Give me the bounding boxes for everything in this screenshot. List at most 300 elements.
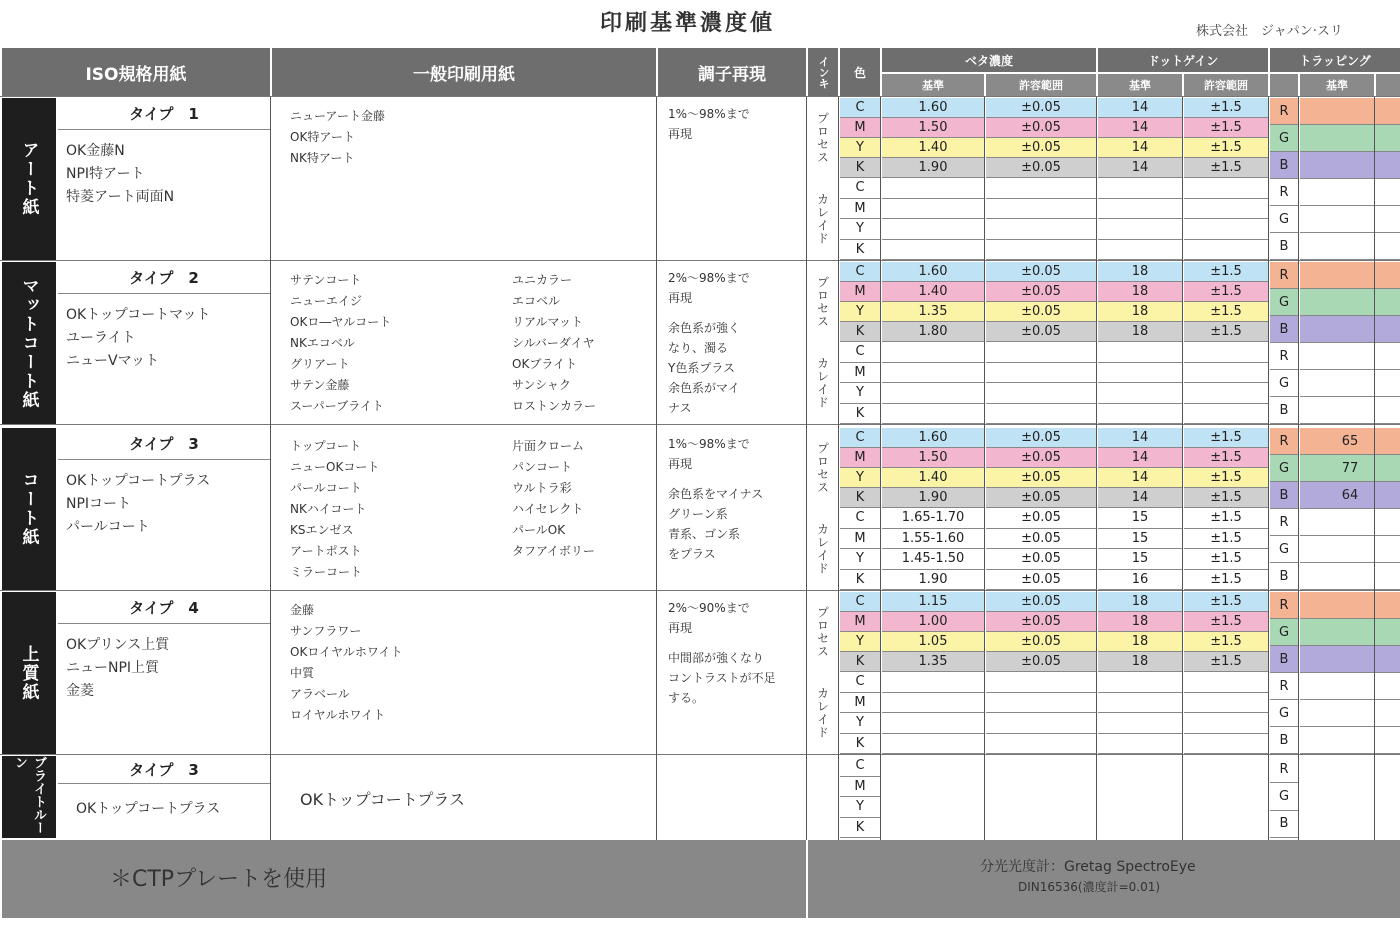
density-value-cell	[882, 404, 984, 425]
paper-type-label: タイプ 2	[58, 262, 270, 294]
group-divider	[0, 590, 1400, 591]
trap-value-cell	[1300, 700, 1400, 727]
color-code-cell: K	[840, 734, 880, 755]
ink-label-kaleido: カレイド	[815, 193, 830, 245]
general-paper-name: トップコート	[290, 439, 362, 453]
color-code-cell: K	[840, 570, 880, 591]
trap-color-cell: R	[1270, 343, 1298, 370]
density-value-cell: ±0.05	[986, 549, 1096, 570]
trap-color-cell: G	[1270, 783, 1298, 810]
general-paper-list	[290, 600, 500, 726]
general-paper-list	[290, 436, 500, 583]
general-paper-name: ニューエイジ	[290, 294, 363, 308]
density-value-cell	[986, 404, 1096, 425]
column-divider	[1182, 96, 1183, 840]
tone-note-line: 中間部が強くなり	[668, 651, 765, 665]
column-divider	[880, 96, 881, 840]
iso-paper-name: NPIコート	[66, 496, 132, 512]
trap-color-cell: G	[1270, 700, 1298, 727]
color-code-cell: Y	[840, 713, 880, 734]
header-general: 一般印刷用紙	[272, 48, 656, 96]
color-code-cell: Y	[840, 632, 880, 652]
density-value-cell	[882, 693, 984, 714]
tone-note-line: 2%～98%まで	[668, 271, 750, 285]
general-paper-list-2	[512, 270, 652, 417]
tone-note-line: Y色系プラス	[668, 361, 735, 375]
density-value-cell	[882, 219, 984, 240]
density-value-cell: ±0.05	[986, 118, 1096, 138]
ink-label-process: プロセス	[815, 442, 830, 494]
color-code-cell: Y	[840, 797, 880, 818]
iso-paper-list	[66, 304, 266, 373]
density-value-cell: 15	[1098, 529, 1182, 550]
density-value-cell: ±0.05	[986, 468, 1096, 488]
density-value-cell: ±1.5	[1184, 322, 1268, 342]
trap-value-cell: 65	[1300, 428, 1400, 455]
paper-category-label: 上質紙	[2, 592, 56, 754]
iso-paper-list	[66, 634, 266, 703]
density-value-cell: ±0.05	[986, 98, 1096, 118]
trap-value-cell	[1300, 125, 1400, 152]
density-value-cell: ±0.05	[986, 158, 1096, 178]
density-value-cell	[882, 363, 984, 384]
general-paper-name: 金藤	[290, 603, 315, 617]
trap-value-cell	[1300, 152, 1400, 179]
header-solid-tolerance: 許容範囲	[986, 74, 1096, 96]
color-code-cell: K	[840, 404, 880, 425]
column-divider	[1374, 96, 1375, 840]
general-paper-name: サテンコート	[290, 273, 362, 287]
trap-color-cell: B	[1270, 397, 1298, 424]
density-value-cell: ±0.05	[986, 612, 1096, 632]
density-value-cell	[1184, 199, 1268, 220]
density-value-cell: 1.80	[882, 322, 984, 342]
trap-value-cell	[1300, 233, 1400, 260]
density-value-cell: 1.90	[882, 158, 984, 178]
color-code-cell: C	[840, 178, 880, 199]
density-value-cell: ±1.5	[1184, 652, 1268, 672]
tone-reproduction-note	[668, 104, 802, 144]
color-code-cell: M	[840, 282, 880, 302]
trap-color-cell: R	[1270, 262, 1298, 289]
iso-paper-name: OKプリンス上質	[66, 637, 170, 653]
density-value-cell	[1098, 219, 1182, 240]
header-trap-tolerance	[1376, 74, 1400, 96]
density-value-cell	[882, 342, 984, 363]
iso-paper-name: ニューVマット	[66, 353, 160, 369]
density-value-cell: ±1.5	[1184, 98, 1268, 118]
density-value-cell: ±0.05	[986, 302, 1096, 322]
density-value-cell: 15	[1098, 549, 1182, 570]
density-value-cell: ±1.5	[1184, 468, 1268, 488]
general-paper-list-2	[512, 436, 652, 562]
column-divider	[1298, 96, 1299, 840]
color-code-cell: M	[840, 529, 880, 550]
header-divider	[0, 96, 1400, 97]
density-value-cell: 1.50	[882, 448, 984, 468]
trap-value-cell	[1300, 646, 1400, 673]
color-code-cell: K	[840, 652, 880, 672]
density-value-cell: 16	[1098, 570, 1182, 591]
density-value-cell: 14	[1098, 488, 1182, 508]
density-value-cell	[986, 199, 1096, 220]
general-paper-name: パールOK	[512, 523, 566, 537]
paper-type-label: タイプ 3	[58, 756, 270, 784]
header-tone: 調子再現	[658, 48, 806, 96]
general-paper-name: OKロ―ヤルコート	[290, 315, 392, 329]
trap-value-cell	[1300, 262, 1400, 289]
column-divider	[270, 96, 271, 840]
tone-note-line: 青系、ゴン系	[668, 527, 741, 541]
tone-note-line: 2%～90%まで	[668, 601, 750, 615]
density-value-cell	[986, 672, 1096, 693]
trap-value-cell	[1300, 563, 1400, 590]
iso-paper-name: OKトップコートマット	[66, 307, 211, 323]
density-value-cell: ±1.5	[1184, 612, 1268, 632]
density-value-cell: 1.90	[882, 488, 984, 508]
tone-reproduction-note	[668, 598, 802, 708]
density-value-cell	[1098, 404, 1182, 425]
tone-note-line: 再現	[668, 621, 693, 635]
density-value-cell	[1098, 178, 1182, 199]
density-value-cell	[986, 240, 1096, 261]
general-paper-name: 中質	[290, 666, 315, 680]
color-code-cell: C	[840, 98, 880, 118]
header-iso: ISO規格用紙	[2, 48, 270, 96]
general-paper-name: パンコート	[512, 460, 573, 474]
density-value-cell	[1184, 363, 1268, 384]
paper-type-label: タイプ 4	[58, 592, 270, 624]
color-code-cell: C	[840, 592, 880, 612]
header-dotgain-standard: 基準	[1098, 74, 1182, 96]
general-paper-name: アートポスト	[290, 544, 362, 558]
density-value-cell: 1.60	[882, 428, 984, 448]
tone-note-line: する。	[668, 691, 705, 705]
density-value-cell: 14	[1098, 448, 1182, 468]
density-value-cell: ±1.5	[1184, 529, 1268, 550]
density-value-cell: 14	[1098, 138, 1182, 158]
density-value-cell	[1184, 693, 1268, 714]
density-value-cell: 14	[1098, 468, 1182, 488]
footer-ctp-note: ＊CTPプレートを使用	[110, 867, 328, 892]
trap-color-cell: B	[1270, 563, 1298, 590]
density-value-cell: 18	[1098, 612, 1182, 632]
trap-color-cell: R	[1270, 98, 1298, 125]
density-value-cell: ±1.5	[1184, 118, 1268, 138]
tone-reproduction-note	[668, 268, 802, 418]
header-trapping: トラッピング	[1270, 48, 1400, 72]
trap-color-cell: B	[1270, 316, 1298, 343]
density-value-cell	[1184, 240, 1268, 261]
iso-paper-name: ユーライト	[66, 330, 136, 346]
general-paper-name: サンシャク	[512, 378, 571, 392]
header-dotgain-tolerance: 許容範囲	[1184, 74, 1268, 96]
general-paper-name: NKエコベル	[290, 336, 355, 350]
general-paper-name: OKブライト	[512, 357, 577, 371]
density-value-cell: 1.05	[882, 632, 984, 652]
density-value-cell	[986, 693, 1096, 714]
trap-color-cell: G	[1270, 619, 1298, 646]
color-code-cell: M	[840, 199, 880, 220]
color-code-cell: Y	[840, 549, 880, 570]
tone-note-line: 余色系が強く	[668, 321, 741, 335]
general-paper-name: ユニカラー	[512, 273, 573, 287]
tone-note-line: 余色系がマイ	[668, 381, 740, 395]
density-value-cell	[882, 178, 984, 199]
density-value-cell: 1.40	[882, 468, 984, 488]
general-paper-name: 片面クローム	[512, 439, 585, 453]
trap-value-cell	[1300, 206, 1400, 233]
density-value-cell	[882, 672, 984, 693]
trap-value-cell: 64	[1300, 482, 1400, 509]
color-code-cell: C	[840, 262, 880, 282]
trap-color-cell: R	[1270, 509, 1298, 536]
density-value-cell: ±1.5	[1184, 570, 1268, 591]
paper-category-label: アート紙	[2, 98, 56, 260]
trap-value-cell	[1300, 509, 1400, 536]
density-value-cell: 18	[1098, 632, 1182, 652]
density-value-cell	[882, 240, 984, 261]
trap-value-cell	[1300, 98, 1400, 125]
color-code-cell: Y	[840, 302, 880, 322]
general-paper-name: エコベル	[512, 294, 561, 308]
trap-color-cell: B	[1270, 482, 1298, 509]
trap-value-cell	[1300, 289, 1400, 316]
column-divider	[984, 96, 985, 840]
density-value-cell: ±0.05	[986, 428, 1096, 448]
density-value-cell: ±0.05	[986, 448, 1096, 468]
density-value-cell: ±0.05	[986, 488, 1096, 508]
general-paper-name: OKロイヤルホワイト	[290, 645, 403, 659]
color-code-cell: M	[840, 693, 880, 714]
density-value-cell	[882, 199, 984, 220]
column-divider	[838, 96, 839, 840]
density-value-cell	[1098, 734, 1182, 755]
trap-value-cell	[1300, 370, 1400, 397]
density-value-cell: 14	[1098, 158, 1182, 178]
density-value-cell: ±0.05	[986, 322, 1096, 342]
color-code-cell: M	[840, 363, 880, 384]
color-code-cell: C	[840, 508, 880, 529]
group-divider	[0, 754, 1400, 755]
trap-color-cell: B	[1270, 646, 1298, 673]
paper-type-label: タイプ 1	[58, 98, 270, 130]
general-paper-name: ハイセレクト	[512, 502, 584, 516]
tone-note-gap	[668, 308, 802, 318]
color-code-cell: K	[840, 322, 880, 342]
density-value-cell: ±1.5	[1184, 428, 1268, 448]
density-value-cell: ±1.5	[1184, 138, 1268, 158]
density-value-cell	[1184, 672, 1268, 693]
general-paper-name: KSエンゼス	[290, 523, 354, 537]
density-value-cell: ±1.5	[1184, 262, 1268, 282]
color-code-cell: C	[840, 756, 880, 777]
density-value-cell: 1.65-1.70	[882, 508, 984, 529]
density-value-cell: 18	[1098, 282, 1182, 302]
trap-value-cell	[1300, 673, 1400, 700]
general-paper-name: ミラーコート	[290, 565, 363, 579]
density-value-cell	[1098, 383, 1182, 404]
tone-note-line: 再現	[668, 457, 693, 471]
trap-value-cell	[1300, 619, 1400, 646]
tone-note-line: ナス	[668, 401, 692, 415]
density-value-cell: ±0.05	[986, 592, 1096, 612]
trap-color-cell: R	[1270, 673, 1298, 700]
iso-paper-list	[66, 470, 266, 539]
header-solid-standard: 基準	[882, 74, 984, 96]
color-code-cell: K	[840, 818, 880, 839]
density-value-cell	[882, 713, 984, 734]
density-value-cell	[986, 734, 1096, 755]
density-value-cell: ±1.5	[1184, 632, 1268, 652]
general-paper-name: タフアイボリー	[512, 544, 595, 558]
tone-note-line: コントラストが不足	[668, 671, 776, 685]
density-value-cell	[1098, 713, 1182, 734]
trap-color-cell: G	[1270, 289, 1298, 316]
tone-note-gap	[668, 474, 802, 484]
density-value-cell: 1.50	[882, 118, 984, 138]
general-paper-name: NK特アート	[290, 151, 355, 165]
density-value-cell: ±0.05	[986, 652, 1096, 672]
density-value-cell: ±0.05	[986, 632, 1096, 652]
tone-note-line: グリーン系	[668, 507, 728, 521]
density-value-cell: ±1.5	[1184, 592, 1268, 612]
general-paper-name: NKハイコート	[290, 502, 367, 516]
general-paper-list	[290, 106, 500, 169]
color-code-cell: K	[840, 488, 880, 508]
density-value-cell: 18	[1098, 592, 1182, 612]
density-value-cell: 1.00	[882, 612, 984, 632]
general-paper-name: グリアート	[290, 357, 350, 371]
trap-color-cell: R	[1270, 756, 1298, 783]
density-value-cell	[1184, 342, 1268, 363]
color-code-cell: Y	[840, 219, 880, 240]
trap-color-cell: R	[1270, 428, 1298, 455]
ink-label-process: プロセス	[815, 276, 830, 328]
header-dotgain: ドットゲイン	[1098, 48, 1268, 72]
density-value-cell	[986, 383, 1096, 404]
density-value-cell: 15	[1098, 508, 1182, 529]
trap-color-cell: G	[1270, 536, 1298, 563]
column-divider	[806, 96, 807, 840]
tone-note-line: 再現	[668, 291, 693, 305]
density-value-cell	[986, 363, 1096, 384]
density-value-cell: 18	[1098, 322, 1182, 342]
density-value-cell: 1.55-1.60	[882, 529, 984, 550]
page-title: 印刷基準濃度値	[600, 11, 776, 36]
density-value-cell	[1098, 342, 1182, 363]
density-value-cell: 1.35	[882, 302, 984, 322]
header-color: 色	[840, 48, 880, 96]
color-code-cell: M	[840, 612, 880, 632]
ink-label-kaleido: カレイド	[815, 687, 830, 739]
density-value-cell: ±1.5	[1184, 302, 1268, 322]
trap-value-cell	[1300, 179, 1400, 206]
general-paper-name: リアルマット	[512, 315, 584, 329]
trap-color-cell: G	[1270, 370, 1298, 397]
density-value-cell: 14	[1098, 118, 1182, 138]
density-value-cell: 1.40	[882, 138, 984, 158]
density-value-cell: ±1.5	[1184, 448, 1268, 468]
density-value-cell: ±0.05	[986, 529, 1096, 550]
color-code-cell: M	[840, 448, 880, 468]
trap-value-cell	[1300, 316, 1400, 343]
density-value-cell	[1098, 693, 1182, 714]
density-value-cell	[1184, 734, 1268, 755]
paper-type-label: タイプ 3	[58, 428, 270, 460]
density-value-cell	[1184, 713, 1268, 734]
footer-din: DIN16536(濃度計=0.01)	[1018, 880, 1161, 894]
header-trap-color	[1270, 74, 1298, 96]
density-value-cell	[882, 734, 984, 755]
footer-spectro: 分光光度計：Gretag SpectroEye	[980, 859, 1196, 875]
general-paper-name: ウルトラ彩	[512, 481, 572, 495]
iso-paper-name: OK金藤N	[66, 143, 125, 159]
iso-paper-name: OKトップコートプラス	[66, 473, 211, 489]
iso-paper-name: NPI特アート	[66, 166, 145, 182]
density-value-cell: 1.45-1.50	[882, 549, 984, 570]
color-code-cell: K	[840, 240, 880, 261]
density-value-cell: 14	[1098, 428, 1182, 448]
trap-color-cell: G	[1270, 455, 1298, 482]
ink-label-kaleido: カレイド	[815, 357, 830, 409]
density-value-cell	[1184, 383, 1268, 404]
color-code-cell: K	[840, 158, 880, 178]
density-value-cell	[1098, 199, 1182, 220]
density-value-cell: 18	[1098, 262, 1182, 282]
trap-color-cell: G	[1270, 125, 1298, 152]
color-code-cell: M	[840, 118, 880, 138]
trap-color-cell: B	[1270, 152, 1298, 179]
iso-paper-name: 金菱	[66, 683, 94, 699]
trap-color-cell: B	[1270, 727, 1298, 754]
company-name: 株式会社 ジャパン·スリ	[1196, 24, 1343, 39]
trap-value-cell	[1300, 592, 1400, 619]
density-value-cell	[1098, 363, 1182, 384]
column-divider	[1096, 96, 1097, 840]
density-value-cell: ±1.5	[1184, 488, 1268, 508]
tone-note-line: 1%～98%まで	[668, 437, 750, 451]
density-value-cell: ±0.05	[986, 262, 1096, 282]
general-paper-name: パールコート	[290, 481, 362, 495]
density-value-cell: ±1.5	[1184, 549, 1268, 570]
density-value-cell: 1.35	[882, 652, 984, 672]
trap-value-cell: 77	[1300, 455, 1400, 482]
iso-paper-name: パールコート	[66, 519, 150, 535]
density-value-cell: 1.90	[882, 570, 984, 591]
density-value-cell: 18	[1098, 652, 1182, 672]
header-solid: ベタ濃度	[882, 48, 1096, 72]
color-code-cell: C	[840, 672, 880, 693]
column-divider	[1268, 96, 1269, 840]
color-code-cell: Y	[840, 383, 880, 404]
general-paper-name: ロイヤルホワイト	[290, 708, 386, 722]
iso-paper-name: ニューNPI上質	[66, 660, 160, 676]
trap-color-cell: G	[1270, 206, 1298, 233]
iso-paper-name: OKトップコートプラス	[76, 801, 221, 817]
general-paper-name: ロストンカラー	[512, 399, 597, 413]
density-value-cell: 1.15	[882, 592, 984, 612]
tone-note-line: 1%～98%まで	[668, 107, 750, 121]
general-paper-name: OK特アート	[290, 130, 355, 144]
density-value-cell: ±1.5	[1184, 158, 1268, 178]
general-paper-list	[290, 270, 500, 417]
density-value-cell: ±1.5	[1184, 508, 1268, 529]
tone-note-line: 余色系をマイナス	[668, 487, 764, 501]
header-trap-standard: 基準	[1300, 74, 1374, 96]
tone-reproduction-note	[668, 434, 802, 564]
density-value-cell: 1.60	[882, 262, 984, 282]
